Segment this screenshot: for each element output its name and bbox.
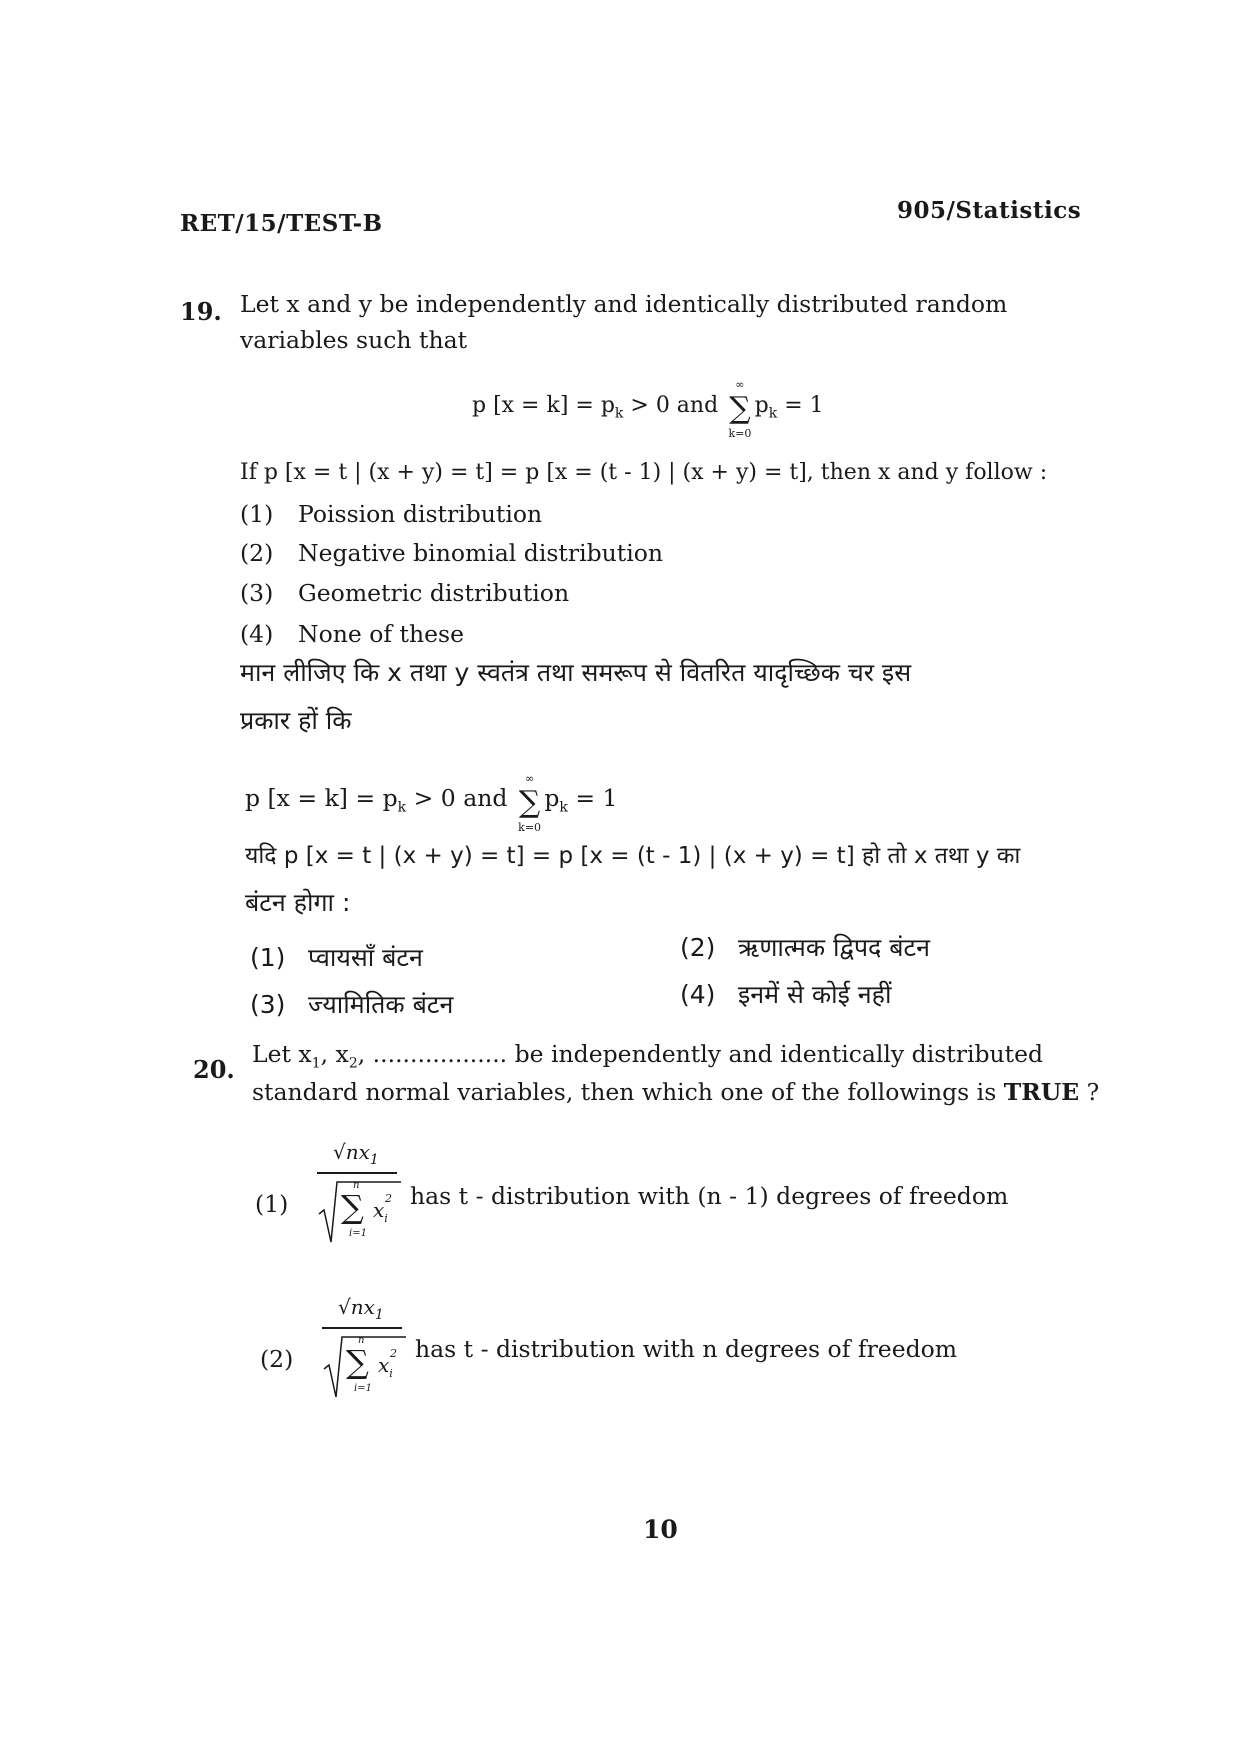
hindi-eq-rhs: p	[544, 784, 560, 812]
sum-upper-limit: n	[353, 1180, 360, 1191]
question-19-line1: Let x and y be independently and identically distributed random	[240, 290, 1008, 318]
fraction-bar	[317, 1172, 397, 1174]
sum-upper-limit: ∞	[525, 772, 535, 785]
eq-rhs: p	[754, 393, 769, 418]
sum-lower-limit: k=0	[518, 821, 542, 834]
summation-symbol: ∑	[341, 1188, 364, 1226]
header-right-subject: 905/Statistics	[897, 197, 1082, 224]
question-20-option-1-text: has t - distribution with (n - 1) degrees of freedom	[410, 1182, 1009, 1210]
question-19-option-3	[240, 579, 569, 607]
eq-rhs-sub: k	[768, 405, 778, 422]
question-20-option-1-number: (1)	[255, 1190, 289, 1218]
option-number: (4)	[680, 980, 716, 1009]
sum-upper-limit: n	[358, 1335, 365, 1346]
question-19-option-1	[240, 500, 542, 528]
q20-text-c: , .................. be independently and identically distributed	[357, 1040, 1044, 1068]
q20-text-a: Let x	[252, 1040, 312, 1068]
summation-symbol: ∑ ∞ k=0	[728, 378, 752, 440]
q20-line2-end: ?	[1086, 1078, 1100, 1106]
summation-symbol: ∑ ∞ k=0	[518, 772, 542, 834]
eq-end: = 1	[784, 393, 824, 418]
option-number: (2)	[240, 539, 274, 567]
question-19-number: 19.	[180, 297, 222, 326]
question-20-option-1-fraction	[315, 1140, 405, 1250]
hindi-eq-rhs-sub: k	[559, 799, 568, 816]
hindi-eq-lhs-sub: k	[397, 799, 407, 816]
option-text: Geometric distribution	[298, 579, 570, 607]
sum-lower-limit: k=0	[728, 427, 752, 440]
option-number: (2)	[680, 933, 716, 962]
question-20-option-2-number: (2)	[260, 1345, 294, 1373]
summation-symbol: ∑	[346, 1343, 369, 1381]
question-19-option-4	[240, 620, 464, 648]
option-number: (1)	[240, 500, 274, 528]
option-text: Poission distribution	[298, 500, 543, 528]
option-text: प्वायसाँ बंटन	[308, 943, 423, 972]
eq-lhs-sub: k	[614, 405, 624, 422]
question-19-hindi-line2: प्रकार हों कि	[240, 706, 352, 735]
question-19-line2: variables such that	[240, 326, 468, 354]
q20-line2-text: standard normal variables, then which one of the followings is	[252, 1078, 997, 1106]
option-text: ऋणात्मक द्विपद बंटन	[738, 933, 931, 962]
option-text: इनमें से कोई नहीं	[738, 980, 892, 1009]
question-20-option-2-fraction	[320, 1295, 410, 1405]
option-text: Negative binomial distribution	[298, 539, 664, 567]
question-19-hindi-option-1	[250, 940, 423, 974]
q20-text-b: , x	[320, 1040, 349, 1068]
question-20-line1	[252, 1040, 1043, 1072]
q20-true-emphasis: TRUE	[1003, 1078, 1080, 1106]
q20-sub-1: 1	[311, 1055, 321, 1072]
header-left-code: RET/15/TEST-B	[180, 210, 383, 237]
option-number: (4)	[240, 620, 274, 648]
sum-exponent: 2	[385, 1192, 392, 1205]
question-19-hindi-condition-line2: बंटन होगा :	[245, 888, 351, 917]
option-text: None of these	[298, 620, 464, 648]
question-19-hindi-equation	[245, 772, 618, 834]
sum-exponent: 2	[390, 1347, 397, 1360]
sum-variable: $x_i$	[373, 1198, 388, 1225]
sum-variable: $x_i$	[378, 1353, 393, 1380]
question-19-hindi-option-2	[680, 930, 930, 964]
sum-lower-limit: i=1	[349, 1228, 367, 1239]
option-number: (3)	[240, 579, 274, 607]
question-19-hindi-line1: मान लीजिए कि x तथा y स्वतंत्र तथा समरूप से वितरित यादृच्छिक चर इस	[240, 658, 912, 687]
hindi-eq-lhs: p [x = k] = p	[245, 784, 398, 812]
question-19-option-2	[240, 539, 663, 567]
page-number: 10	[643, 1515, 678, 1544]
question-20-number: 20.	[193, 1055, 235, 1084]
question-20-option-2-text: has t - distribution with n degrees of freedom	[415, 1335, 958, 1363]
question-19-hindi-condition-line1: यदि p [x = t | (x + y) = t] = p [x = (t - 1) | (x + y) = t] हो तो x तथा y का	[245, 843, 1021, 869]
eq-mid: > 0 and	[630, 393, 719, 418]
q20-sub-2: 2	[348, 1055, 358, 1072]
fraction-bar	[322, 1327, 402, 1329]
eq-lhs: p [x = k] = p	[472, 393, 615, 418]
fraction-numerator: $√nx_1$	[338, 1295, 384, 1323]
question-19-condition: If p [x = t | (x + y) = t] = p [x = (t - 1) | (x + y) = t], then x and y follow :	[240, 460, 1048, 485]
hindi-eq-mid: > 0 and	[413, 784, 508, 812]
hindi-eq-end: = 1	[575, 784, 618, 812]
option-number: (1)	[250, 943, 286, 972]
question-19-equation	[472, 378, 824, 440]
sum-lower-limit: i=1	[354, 1383, 372, 1394]
sum-upper-limit: ∞	[735, 378, 745, 391]
option-number: (3)	[250, 990, 286, 1019]
fraction-numerator: $√nx_1$	[333, 1140, 379, 1168]
option-text: ज्यामितिक बंटन	[308, 990, 454, 1019]
question-19-hindi-option-3	[250, 987, 453, 1021]
question-20-line2	[252, 1078, 1099, 1106]
question-19-hindi-option-4	[680, 977, 891, 1011]
